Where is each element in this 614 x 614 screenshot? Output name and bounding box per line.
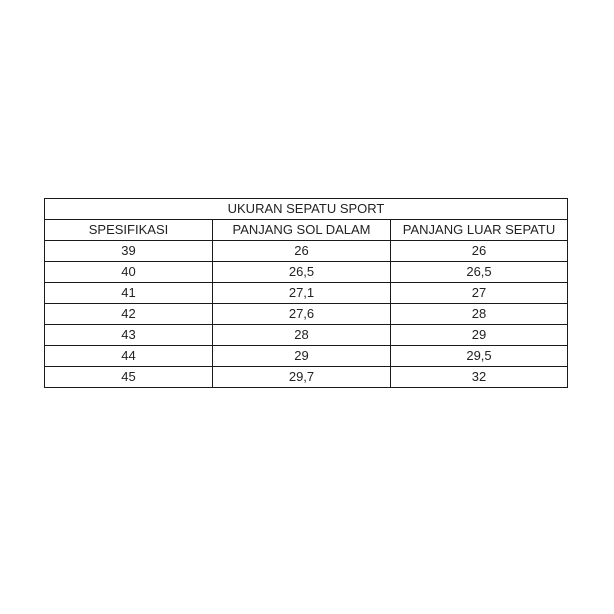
cell-inner-sole: 28 [213, 325, 391, 346]
header-panjang-sol-dalam: PANJANG SOL DALAM [213, 220, 391, 241]
cell-inner-sole: 26 [213, 241, 391, 262]
cell-outer-length: 29,5 [391, 346, 568, 367]
cell-inner-sole: 27,1 [213, 283, 391, 304]
header-panjang-luar-sepatu: PANJANG LUAR SEPATU [391, 220, 568, 241]
table-title: UKURAN SEPATU SPORT [45, 199, 568, 220]
cell-outer-length: 26,5 [391, 262, 568, 283]
cell-size: 44 [45, 346, 213, 367]
cell-outer-length: 27 [391, 283, 568, 304]
cell-inner-sole: 26,5 [213, 262, 391, 283]
cell-outer-length: 28 [391, 304, 568, 325]
cell-inner-sole: 29 [213, 346, 391, 367]
cell-size: 40 [45, 262, 213, 283]
cell-size: 43 [45, 325, 213, 346]
table-row [45, 283, 568, 304]
table-row [45, 346, 568, 367]
cell-outer-length: 29 [391, 325, 568, 346]
table-row [45, 241, 568, 262]
cell-size: 39 [45, 241, 213, 262]
cell-inner-sole: 29,7 [213, 367, 391, 388]
shoe-size-table [44, 198, 568, 388]
cell-size: 45 [45, 367, 213, 388]
table-row [45, 325, 568, 346]
cell-size: 41 [45, 283, 213, 304]
table-row [45, 262, 568, 283]
header-spesifikasi: SPESIFIKASI [45, 220, 213, 241]
cell-inner-sole: 27,6 [213, 304, 391, 325]
cell-outer-length: 26 [391, 241, 568, 262]
table-row [45, 367, 568, 388]
table-title-row [45, 199, 568, 220]
table-row [45, 304, 568, 325]
table-header-row [45, 220, 568, 241]
cell-outer-length: 32 [391, 367, 568, 388]
cell-size: 42 [45, 304, 213, 325]
